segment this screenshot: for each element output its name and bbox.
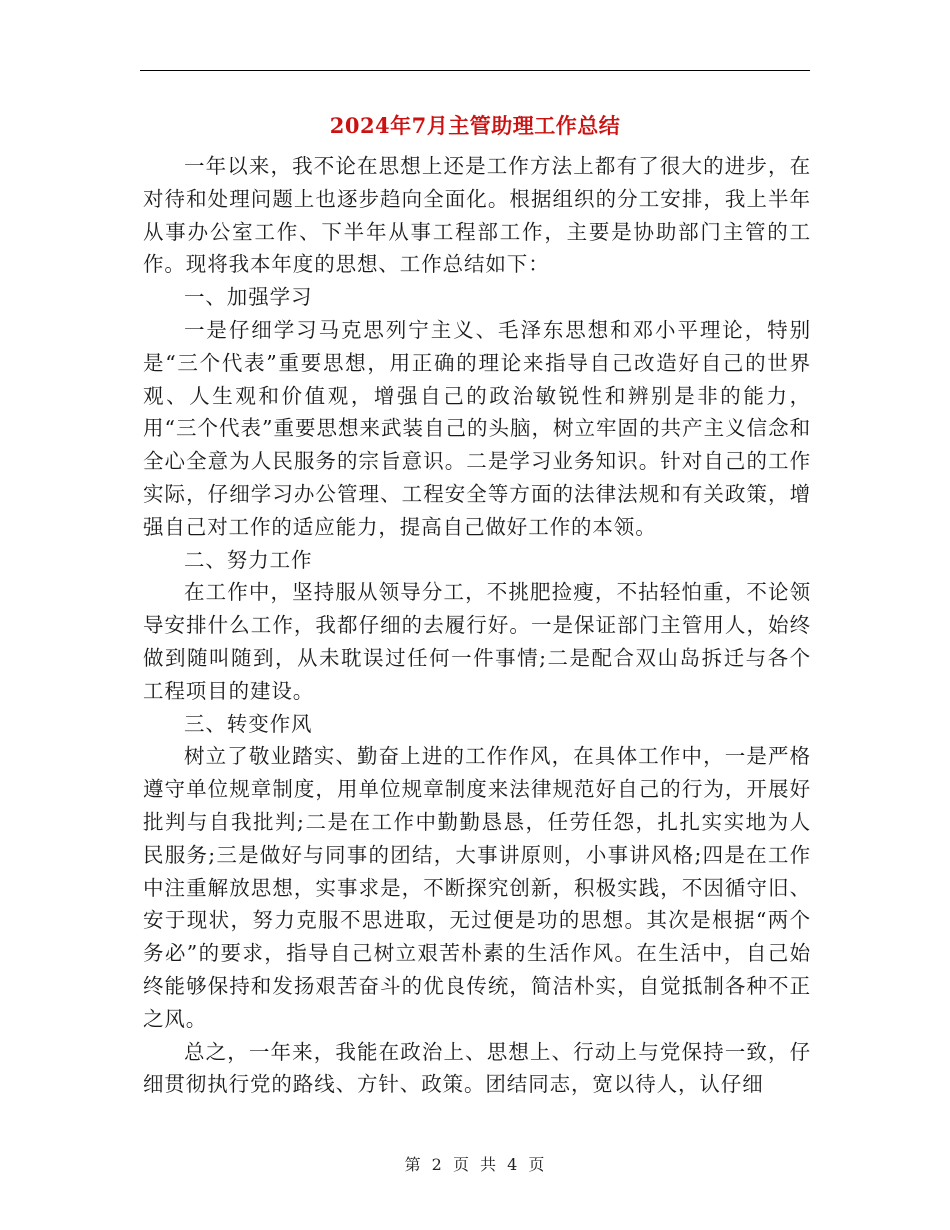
summary-paragraph: 总之，一年来，我能在政治上、思想上、行动上与党保持一致，仔细贯彻执行党的路线、方针、政策。团结同志，宽以待人，认仔细 [143,1039,811,1097]
section-heading-work: 二、努力工作 [184,547,313,572]
study-paragraph: 一是仔细学习马克思列宁主义、毛泽东思想和邓小平理论，特别是“三个代表”重要思想，用正确的理论来指导自己改造好自己的世界观、人生观和价值观，增强自己的政治敏锐性和辨别是非的能力，用“三个代表”重要思想来武装自己的头脑，树立牢固的共产主义信念和全心全意为人民服务的宗旨意识。二是学习业务知识。针对自己的工作实际，仔细学习办公管理、工程安全等方面的法律法规和有关政策，增强自己对工作的适应能力，提高自己做好工作的本领。 [143,317,811,539]
document-title: 2024年7月主管助理工作总结 [329,113,621,138]
work-paragraph: 在工作中，坚持服从领导分工，不挑肥捡瘦，不拈轻怕重，不论领导安排什么工作，我都仔细的去履行好。一是保证部门主管用人，始终做到随叫随到，从未耽误过任何一件事情;二是配合双山岛拆迁与各个工程项目的建设。 [143,580,811,703]
section-heading-study: 一、加强学习 [184,285,313,310]
page-number-footer: 第 2 页 共 4 页 [404,1155,546,1174]
section-heading-style: 三、转变作风 [184,711,313,736]
header-rule [140,70,810,71]
document-body [143,150,811,1101]
intro-paragraph: 一年以来，我不论在思想上还是工作方法上都有了很大的进步，在对待和处理问题上也逐步趋向全面化。根据组织的分工安排，我上半年从事办公室工作、下半年从事工程部工作，主要是协助部门主管的工作。现将我本年度的思想、工作总结如下： [143,154,811,277]
style-paragraph: 树立了敬业踏实、勤奋上进的工作作风，在具体工作中，一是严格遵守单位规章制度，用单位规章制度来法律规范好自己的行为，开展好批判与自我批判;二是在工作中勤勤恳恳，任劳任怨，扎扎实实地为人民服务;三是做好与同事的团结，大事讲原则，小事讲风格;四是在工作中注重解放思想，实事求是，不断探究创新，积极实践，不因循守旧、安于现状，努力克服不思进取，无过便是功的思想。其次是根据“两个务必”的要求，指导自己树立艰苦朴素的生活作风。在生活中，自己始终能够保持和发扬艰苦奋斗的优良传统，简洁朴实，自觉抵制各种不正之风。 [143,744,811,1031]
